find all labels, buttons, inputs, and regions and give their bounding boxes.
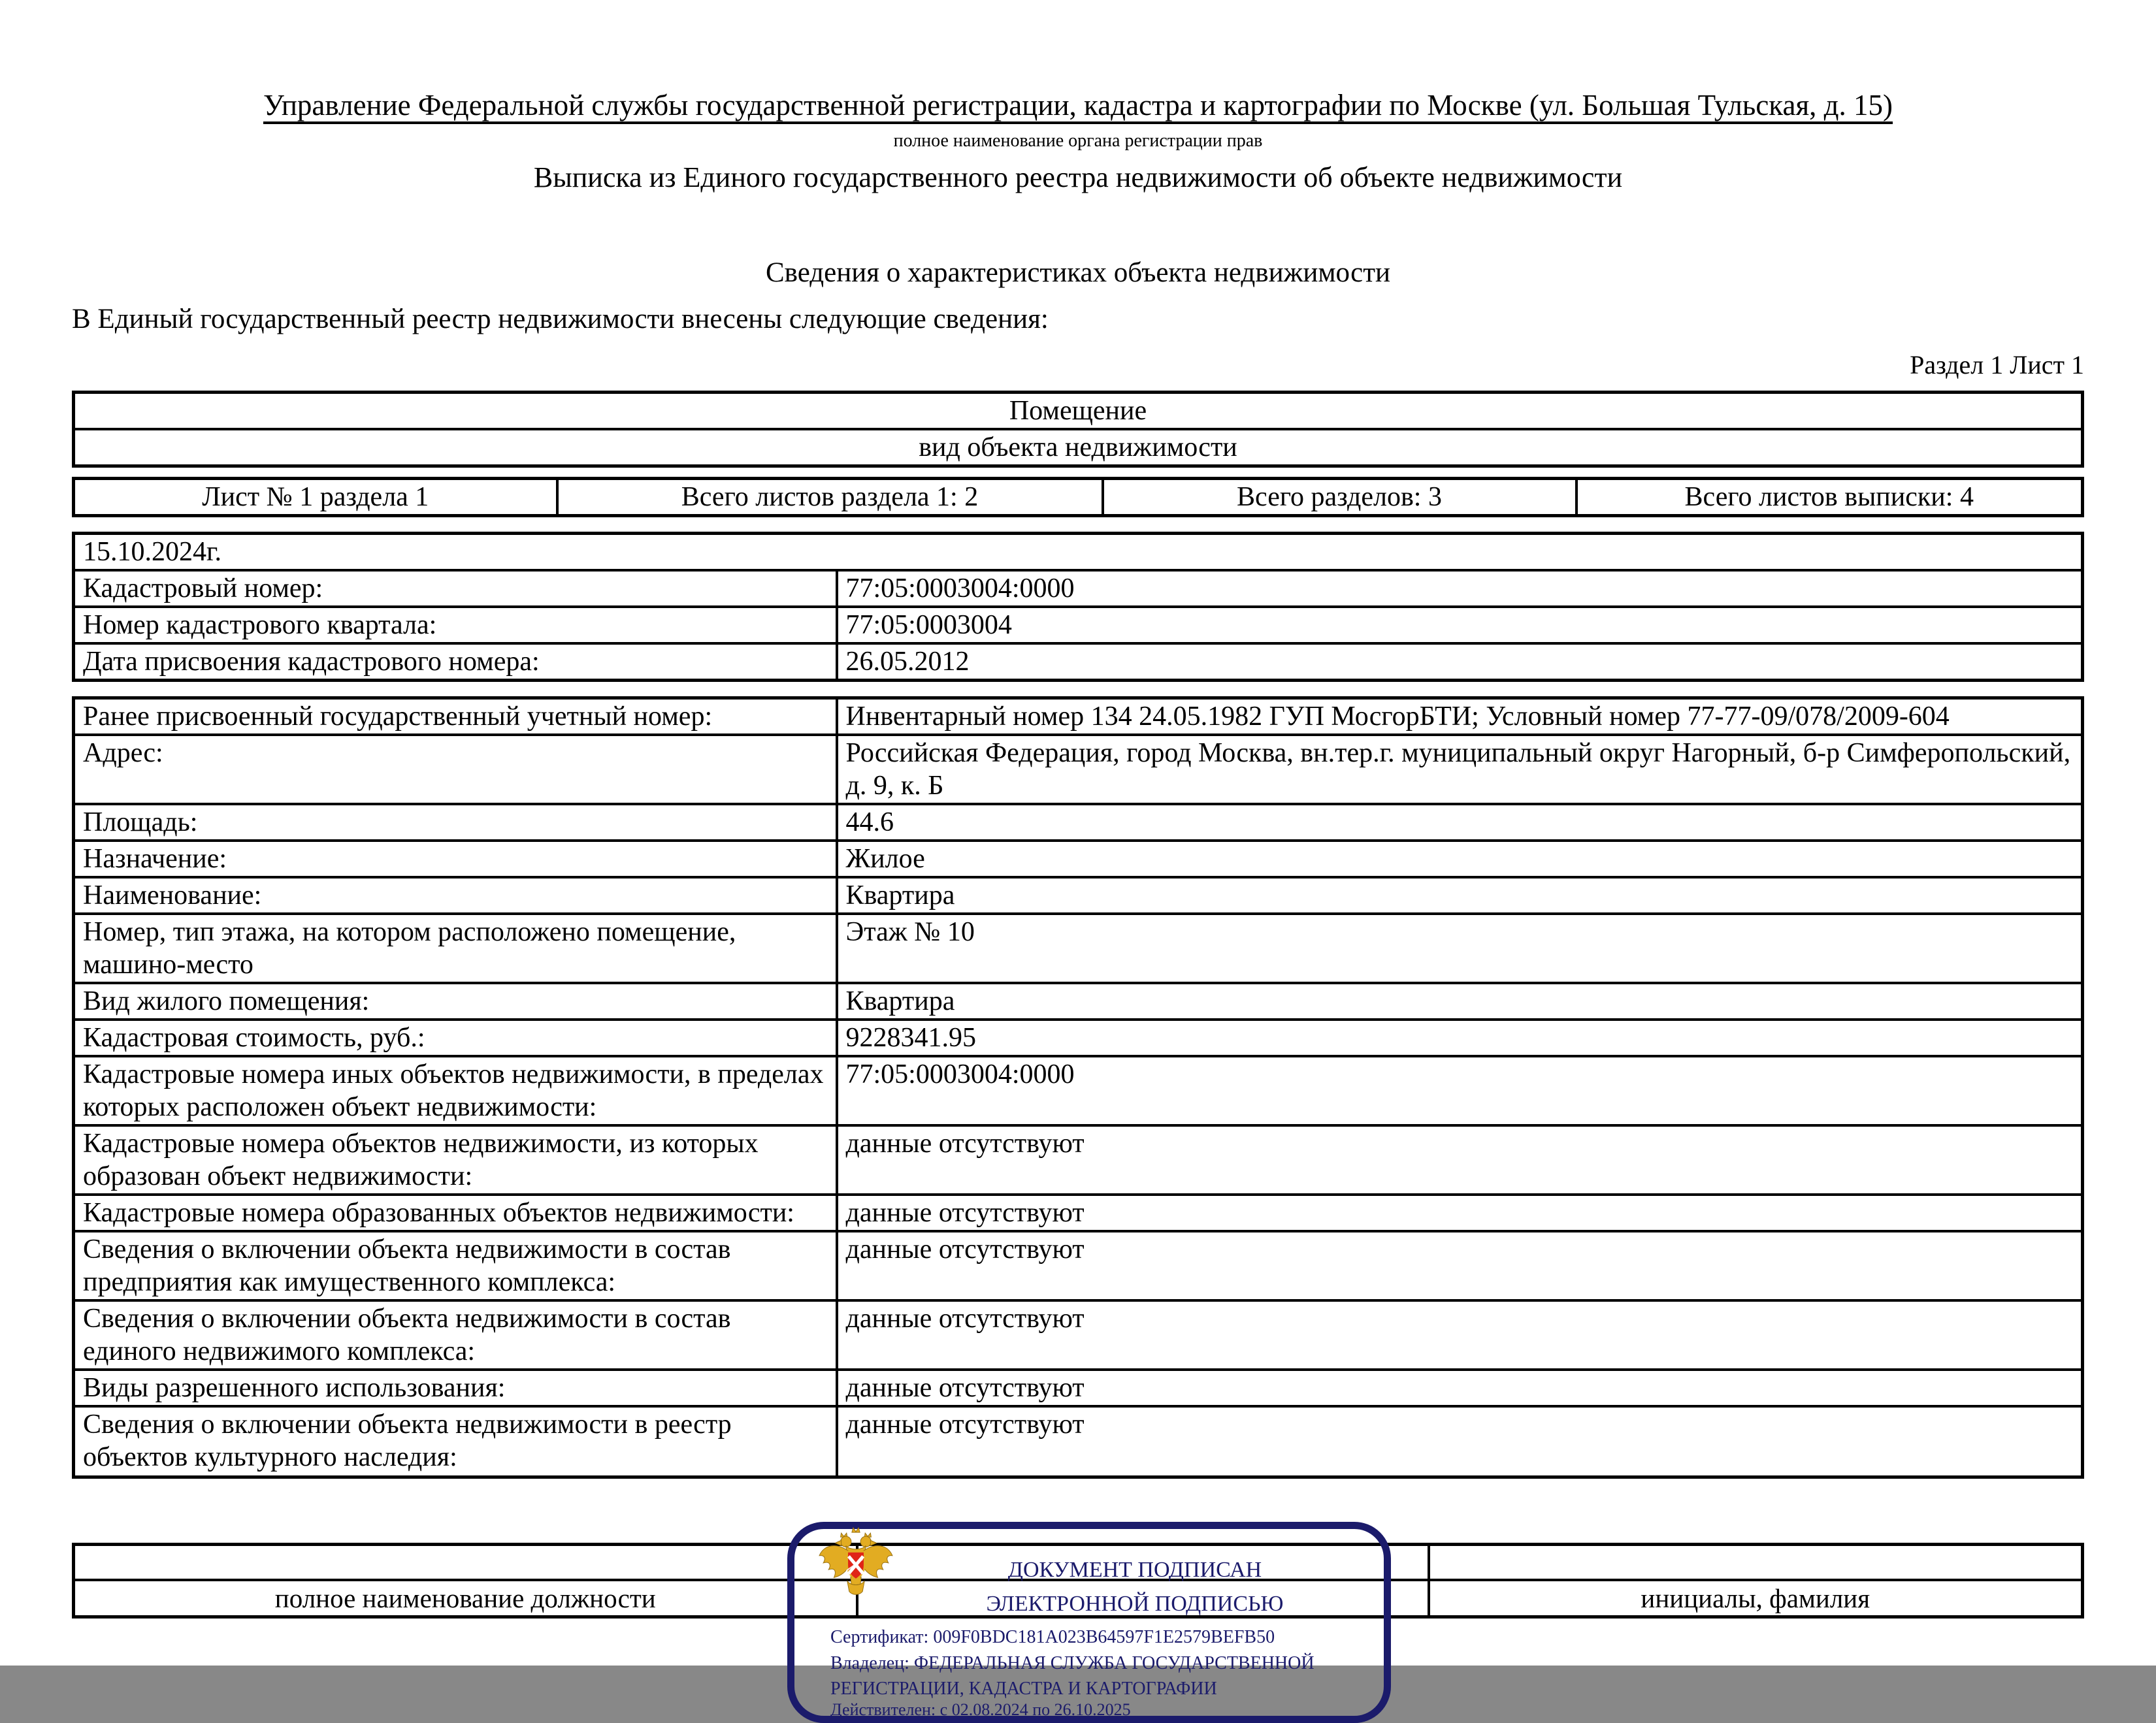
row-label: Кадастровые номера образованных объектов недвижимости: [74, 1195, 837, 1231]
row-label: Кадастровые номера иных объектов недвижимости, в пределах которых расположен объект недвижимости: [74, 1056, 837, 1125]
row-label: Кадастровая стоимость, руб.: [74, 1020, 837, 1056]
row-label: Наименование: [74, 877, 837, 914]
table-row [74, 1406, 2083, 1477]
table-row [74, 1056, 2083, 1125]
row-value: 44.6 [837, 804, 2083, 841]
row-value: 77:05:0003004:0000 [837, 570, 2083, 607]
row-label: Сведения о включении объекта недвижимости в состав предприятия как имущественного комплекса: [74, 1231, 837, 1300]
table-row [74, 1020, 2083, 1056]
stamp-signed-line: ДОКУМЕНТ ПОДПИСАН [1007, 1557, 1262, 1582]
row-value: данные отсутствуют [837, 1300, 2083, 1370]
rosreestr-eagle-emblem-icon [815, 1526, 896, 1603]
table-row [74, 429, 2083, 466]
signature-empty-cell [1429, 1544, 2083, 1580]
row-label: Сведения о включении объекта недвижимости в состав единого недвижимого комплекса: [74, 1300, 837, 1370]
stamp-owner-line1: Владелец: ФЕДЕРАЛЬНАЯ СЛУЖБА ГОСУДАРСТВЕННОЙ [830, 1652, 1315, 1673]
object-type-caption: вид объекта недвижимости [74, 429, 2083, 466]
row-value: данные отсутствуют [837, 1231, 2083, 1300]
row-value: 77:05:0003004 [837, 607, 2083, 643]
row-value: Инвентарный номер 134 24.05.1982 ГУП МосгорБТИ; Условный номер 77-77-09/078/2009-604 [837, 698, 2083, 735]
stamp-certificate: Сертификат: 009F0BDC181A023B64597F1E2579BEFB50 [830, 1626, 1275, 1647]
row-label: Адрес: [74, 735, 837, 804]
authority-name-caption: полное наименование органа регистрации прав [893, 130, 1263, 151]
object-type-value: Помещение [74, 392, 2083, 429]
row-value: Российская Федерация, город Москва, вн.тер.г. муниципальный округ Нагорный, б-р Симферопольский, д. 9, к. Б [837, 735, 2083, 804]
registration-authority-name: Управление Федеральной службы государственной регистрации, кадастра и картографии по Москве (ул. Большая Тульская, д. 15) [263, 89, 1893, 121]
row-label: Ранее присвоенный государственный учетный номер: [74, 698, 837, 735]
name-label: инициалы, фамилия [1429, 1580, 2083, 1617]
table-row [74, 478, 2083, 515]
row-value: данные отсутствуют [837, 1195, 2083, 1231]
sheet-info-cell: Всего листов раздела 1: 2 [557, 478, 1103, 515]
object-type-table [72, 391, 2084, 468]
row-label: Площадь: [74, 804, 837, 841]
document-title: Выписка из Единого государственного реестра недвижимости об объекте недвижимости [533, 161, 1623, 193]
table-row [74, 607, 2083, 643]
row-label: Вид жилого помещения: [74, 983, 837, 1020]
row-label: Кадастровый номер: [74, 570, 837, 607]
table-row [74, 914, 2083, 983]
row-value: Этаж № 10 [837, 914, 2083, 983]
row-label: Назначение: [74, 841, 837, 877]
signature-block [72, 1522, 2084, 1719]
intro-line: В Единый государственный реестр недвижимости внесены следующие сведения: [72, 303, 1049, 334]
sheet-info-cell: Всего листов выписки: 4 [1576, 478, 2083, 515]
extract-date: 15.10.2024г. [74, 533, 2083, 570]
table-row [74, 804, 2083, 841]
position-label: полное наименование должности [74, 1580, 857, 1617]
table-row [74, 877, 2083, 914]
row-value: 26.05.2012 [837, 643, 2083, 681]
signature-empty-cell [74, 1544, 857, 1580]
row-value: Квартира [837, 983, 2083, 1020]
sheet-info-cell: Всего разделов: 3 [1103, 478, 1576, 515]
characteristics-table [72, 696, 2084, 1479]
table-row [74, 570, 2083, 607]
stamp-validity: Действителен: с 02.08.2024 по 26.10.2025 [830, 1699, 1131, 1719]
row-value: данные отсутствуют [837, 1125, 2083, 1195]
row-value: Квартира [837, 877, 2083, 914]
table-row [74, 1370, 2083, 1406]
table-row [74, 841, 2083, 877]
row-label: Номер, тип этажа, на котором расположено помещение, машино-место [74, 914, 837, 983]
row-label: Виды разрешенного использования: [74, 1370, 837, 1406]
row-label: Номер кадастрового квартала: [74, 607, 837, 643]
table-row [74, 1125, 2083, 1195]
table-row [74, 1231, 2083, 1300]
digital-signature-stamp [787, 1522, 1391, 1723]
row-label: Сведения о включении объекта недвижимости в реестр объектов культурного наследия: [74, 1406, 837, 1477]
row-value: 77:05:0003004:0000 [837, 1056, 2083, 1125]
row-label: Дата присвоения кадастрового номера: [74, 643, 837, 681]
table-row [74, 735, 2083, 804]
cadastral-ids-table [72, 532, 2084, 682]
table-row [74, 1300, 2083, 1370]
stamp-owner-line2: РЕГИСТРАЦИИ, КАДАСТРА И КАРТОГРАФИИ [830, 1678, 1217, 1699]
table-row [74, 698, 2083, 735]
row-value: данные отсутствуют [837, 1370, 2083, 1406]
row-value: Жилое [837, 841, 2083, 877]
row-label: Кадастровые номера объектов недвижимости, из которых образован объект недвижимости: [74, 1125, 837, 1195]
sheet-info-table [72, 477, 2084, 517]
table-row [74, 1195, 2083, 1231]
table-row [74, 533, 2083, 570]
row-value: 9228341.95 [837, 1020, 2083, 1056]
sheet-info-cell: Лист № 1 раздела 1 [74, 478, 557, 515]
stamp-esign-line: ЭЛЕКТРОННОЙ ПОДПИСЬЮ [986, 1591, 1284, 1616]
row-value: данные отсутствуют [837, 1406, 2083, 1477]
table-row [74, 643, 2083, 681]
table-row [74, 983, 2083, 1020]
section-sheet-indicator: Раздел 1 Лист 1 [1910, 349, 2084, 379]
section-title: Сведения о характеристиках объекта недвижимости [765, 257, 1390, 288]
table-row [74, 392, 2083, 429]
